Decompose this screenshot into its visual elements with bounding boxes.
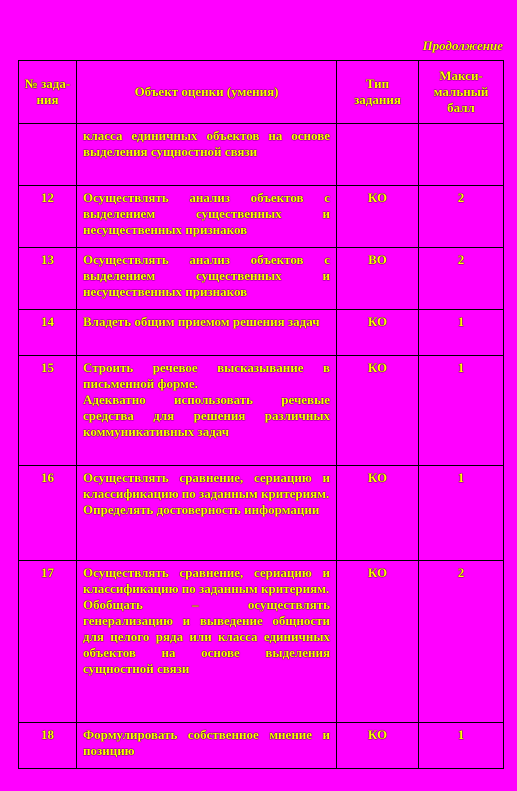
header-task-number: № зада-ния [19,61,77,124]
assessment-object-cell [77,248,337,310]
table-row [19,561,504,723]
header-max-score: Макси-мальный балл [419,61,504,124]
object-paragraph: Определять достоверность информации [83,502,320,517]
object-paragraph: Владеть общим приемом решения задач [83,314,320,329]
object-paragraph: класса единичных объектов на основе выделения сущностной связи [83,128,330,159]
assessment-object-cell [77,186,337,248]
task-number-cell [19,124,77,186]
task-number-cell: 17 [19,561,77,723]
task-number-cell: 14 [19,310,77,356]
assessment-object-cell [77,561,337,723]
task-type-cell: ВО [337,248,419,310]
task-type-cell: КО [337,466,419,561]
task-number-cell: 13 [19,248,77,310]
assessment-object-cell [77,310,337,356]
max-score-cell: 2 [419,561,504,723]
table-header-row [19,61,504,124]
task-type-cell: КО [337,723,419,769]
assessment-object-cell [77,723,337,769]
table-row [19,310,504,356]
task-number-cell: 16 [19,466,77,561]
max-score-cell: 2 [419,186,504,248]
max-score-cell [419,124,504,186]
table-row [19,124,504,186]
task-type-cell: КО [337,186,419,248]
task-type-cell: КО [337,561,419,723]
assessment-object-cell [77,466,337,561]
task-number-cell: 12 [19,186,77,248]
object-paragraph: Осуществлять сравнение, сериацию и классификацию по заданным критериям. [83,470,330,501]
max-score-cell: 2 [419,248,504,310]
assessment-object-cell [77,356,337,466]
object-paragraph: Осуществлять анализ объектов с выделением существенных и несущественных признаков [83,190,330,237]
max-score-cell: 1 [419,466,504,561]
table-row [19,186,504,248]
table-row [19,248,504,310]
max-score-cell: 1 [419,310,504,356]
object-paragraph: Адекватно использовать речевые средства для решения различных коммуникативных задач [83,392,330,439]
table-row [19,466,504,561]
continuation-label: Продолжение [422,38,503,53]
object-paragraph: Обобщать – осуществлять генерализацию и выведение общности для целого ряда или класса единичных объектов на основе выделения сущностной связи [83,597,330,676]
object-paragraph: Строить речевое высказывание в письменной форме. [83,360,330,391]
object-paragraph: Осуществлять сравнение, сериацию и классификацию по заданным критериям. [83,565,330,596]
task-type-cell: КО [337,310,419,356]
table-row [19,723,504,769]
task-number-cell: 15 [19,356,77,466]
table-row [19,356,504,466]
header-task-type: Тип задания [337,61,419,124]
assessment-object-cell [77,124,337,186]
max-score-cell: 1 [419,723,504,769]
object-paragraph: Осуществлять анализ объектов с выделением существенных и несущественных признаков [83,252,330,299]
max-score-cell: 1 [419,356,504,466]
task-type-cell [337,124,419,186]
task-type-cell: КО [337,356,419,466]
task-number-cell: 18 [19,723,77,769]
header-assessment-object: Объект оценки (умения) [77,61,337,124]
assessment-table [18,60,504,769]
object-paragraph: Формулировать собственное мнение и позицию [83,727,330,758]
